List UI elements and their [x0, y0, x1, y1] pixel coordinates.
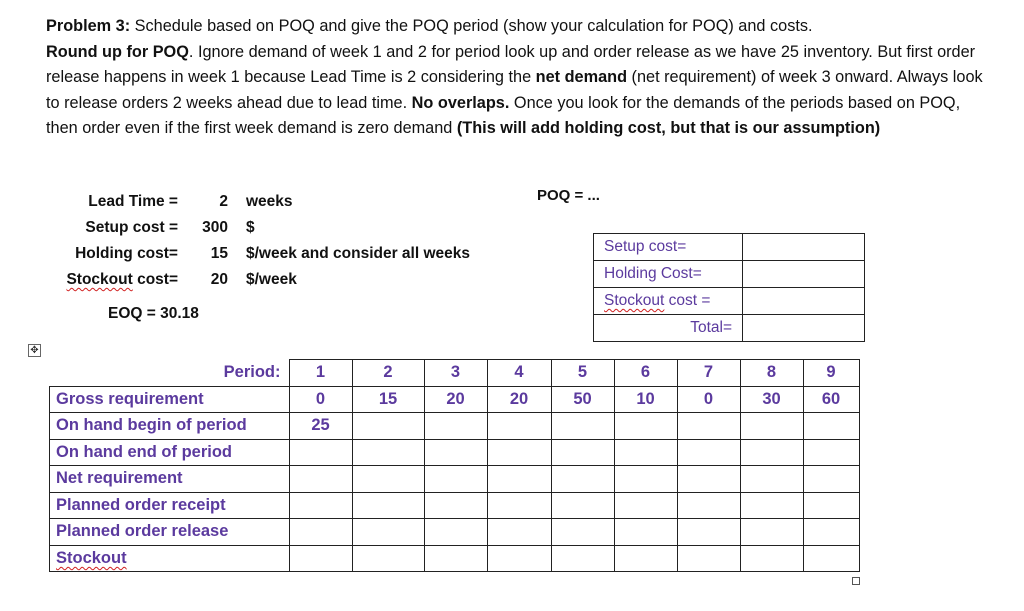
period-number: 2 — [352, 360, 424, 387]
holding-cost-cell-label: Holding Cost= — [594, 261, 743, 288]
problem-statement — [46, 14, 996, 142]
stockout-word: Stockout — [66, 271, 133, 288]
table-cell[interactable] — [551, 413, 614, 440]
table-cell[interactable] — [289, 492, 352, 519]
period-number: 9 — [803, 360, 859, 387]
stockout-row-word: Stockout — [56, 548, 127, 567]
stockout-cost-label — [40, 271, 178, 289]
table-cell[interactable] — [289, 466, 352, 493]
table-cell[interactable] — [424, 492, 487, 519]
period-header-row — [50, 360, 860, 387]
table-cell[interactable] — [677, 413, 740, 440]
problem-net-demand: net demand — [535, 68, 628, 86]
table-cell[interactable] — [677, 545, 740, 572]
table-row — [50, 492, 860, 519]
table-cell[interactable]: 15 — [352, 386, 424, 413]
table-cell[interactable] — [803, 413, 859, 440]
lead-time-label: Lead Time = — [88, 193, 178, 210]
table-cell[interactable] — [740, 439, 803, 466]
table-cell[interactable] — [614, 545, 677, 572]
stockout-cost-cell-rest: cost = — [664, 292, 711, 309]
problem-no-overlaps: No overlaps. — [411, 93, 510, 112]
table-cell[interactable]: 0 — [289, 386, 352, 413]
row-label — [50, 545, 290, 572]
move-handle-icon[interactable]: ✥ — [28, 344, 41, 357]
table-cell[interactable] — [803, 439, 859, 466]
table-cell[interactable] — [803, 466, 859, 493]
table-row — [50, 466, 860, 493]
table-cell[interactable] — [551, 439, 614, 466]
table-cell[interactable] — [487, 519, 551, 546]
table-cell[interactable] — [677, 466, 740, 493]
table-cell[interactable] — [677, 439, 740, 466]
stockout-cost-cell-word: Stockout — [604, 292, 665, 309]
table-cell[interactable] — [352, 492, 424, 519]
table-cell[interactable] — [487, 466, 551, 493]
problem-text-2: . Ignore demand of week 1 and 2 for period look up and order release as we have 25 inventory. But first order release happens in week 1 because Lead Time is 2 considering the — [46, 42, 976, 86]
table-cell[interactable]: 50 — [551, 386, 614, 413]
table-cell[interactable] — [803, 492, 859, 519]
table-row — [50, 545, 860, 572]
table-cell[interactable]: 20 — [487, 386, 551, 413]
table-cell[interactable] — [614, 413, 677, 440]
table-cell[interactable] — [352, 466, 424, 493]
total-cost-cell-label: Total= — [594, 315, 743, 342]
row-label: Gross requirement — [50, 386, 290, 413]
period-number: 4 — [487, 360, 551, 387]
table-cell[interactable] — [614, 439, 677, 466]
problem-text-3: (net requirement) of week 3 onward. Always look to release orders 2 weeks ahead due to lead time. — [46, 68, 983, 112]
table-cell[interactable]: 10 — [614, 386, 677, 413]
holding-cost-unit: $/week and consider all weeks — [246, 245, 471, 262]
table-cell[interactable] — [487, 492, 551, 519]
problem-round-up: Round up for POQ — [46, 42, 189, 61]
row-label: On hand end of period — [50, 439, 290, 466]
holding-cost-value: 15 — [210, 245, 228, 262]
total-cost-cell-value[interactable] — [743, 315, 865, 342]
eoq-value: EOQ = 30.18 — [108, 305, 199, 322]
period-number: 7 — [677, 360, 740, 387]
table-cell[interactable] — [740, 545, 803, 572]
setup-cost-value: 300 — [202, 219, 228, 236]
holding-cost-label: Holding cost= — [75, 245, 178, 262]
lead-time-unit: weeks — [246, 193, 293, 210]
table-cell[interactable] — [740, 413, 803, 440]
problem-text-1: Schedule based on POQ and give the POQ period (show your calculation for POQ) and costs. — [130, 17, 813, 35]
table-cell[interactable] — [487, 545, 551, 572]
table-cell[interactable] — [614, 519, 677, 546]
table-cell[interactable] — [424, 466, 487, 493]
resize-handle-icon[interactable] — [852, 577, 860, 585]
stockout-cost-value: 20 — [210, 271, 228, 288]
cost-summary-table — [593, 233, 865, 342]
holding-cost-cell-value[interactable] — [743, 261, 865, 288]
table-cell[interactable] — [289, 545, 352, 572]
period-label: Period: — [50, 360, 290, 387]
table-cell[interactable]: 0 — [677, 386, 740, 413]
setup-cost-label: Setup cost = — [85, 219, 178, 236]
row-label: Planned order receipt — [50, 492, 290, 519]
table-cell[interactable] — [424, 439, 487, 466]
stockout-cost-label-rest: cost= — [132, 271, 178, 288]
setup-cost-unit: $ — [246, 219, 255, 236]
setup-cost-cell-value[interactable] — [743, 234, 865, 261]
table-cell[interactable]: 30 — [740, 386, 803, 413]
table-cell[interactable] — [352, 439, 424, 466]
table-cell[interactable] — [424, 413, 487, 440]
table-row — [50, 386, 860, 413]
setup-cost-cell-label: Setup cost= — [594, 234, 743, 261]
lead-time-value: 2 — [219, 193, 228, 210]
period-number: 6 — [614, 360, 677, 387]
table-cell[interactable] — [352, 545, 424, 572]
table-cell[interactable] — [424, 545, 487, 572]
table-cell[interactable] — [614, 466, 677, 493]
table-cell[interactable] — [740, 519, 803, 546]
stockout-cost-cell-value[interactable] — [743, 288, 865, 315]
problem-assumption: (This will add holding cost, but that is our assumption) — [456, 119, 881, 137]
problem-text-4: Once you look for the demands of the periods based on POQ, then order even if the first week demand is zero demand — [46, 93, 961, 137]
problem-title: Problem 3: — [46, 17, 131, 35]
period-number: 5 — [551, 360, 614, 387]
stockout-cost-unit: $/week — [246, 271, 297, 288]
table-cell[interactable] — [677, 519, 740, 546]
table-cell[interactable] — [352, 413, 424, 440]
table-cell[interactable] — [551, 492, 614, 519]
table-row — [50, 519, 860, 546]
table-cell[interactable]: 25 — [289, 413, 352, 440]
row-label: Net requirement — [50, 466, 290, 493]
table-row — [50, 413, 860, 440]
table-cell[interactable]: 60 — [803, 386, 859, 413]
table-row — [50, 439, 860, 466]
table-cell[interactable] — [551, 466, 614, 493]
poq-value: POQ = ... — [537, 187, 600, 204]
table-cell[interactable] — [740, 466, 803, 493]
row-label: On hand begin of period — [50, 413, 290, 440]
table-cell[interactable] — [740, 492, 803, 519]
table-cell[interactable] — [614, 492, 677, 519]
row-label: Planned order release — [50, 519, 290, 546]
mrp-table — [49, 359, 860, 572]
table-cell[interactable] — [551, 545, 614, 572]
table-cell[interactable] — [289, 439, 352, 466]
table-cell[interactable] — [551, 519, 614, 546]
period-number: 3 — [424, 360, 487, 387]
table-cell[interactable] — [803, 545, 859, 572]
table-cell[interactable] — [487, 439, 551, 466]
table-cell[interactable] — [289, 519, 352, 546]
table-cell[interactable] — [424, 519, 487, 546]
table-cell[interactable] — [487, 413, 551, 440]
table-cell[interactable] — [677, 492, 740, 519]
table-cell[interactable] — [352, 519, 424, 546]
table-cell[interactable]: 20 — [424, 386, 487, 413]
stockout-cost-cell-label — [594, 288, 743, 315]
period-number: 8 — [740, 360, 803, 387]
period-number: 1 — [289, 360, 352, 387]
table-cell[interactable] — [803, 519, 859, 546]
